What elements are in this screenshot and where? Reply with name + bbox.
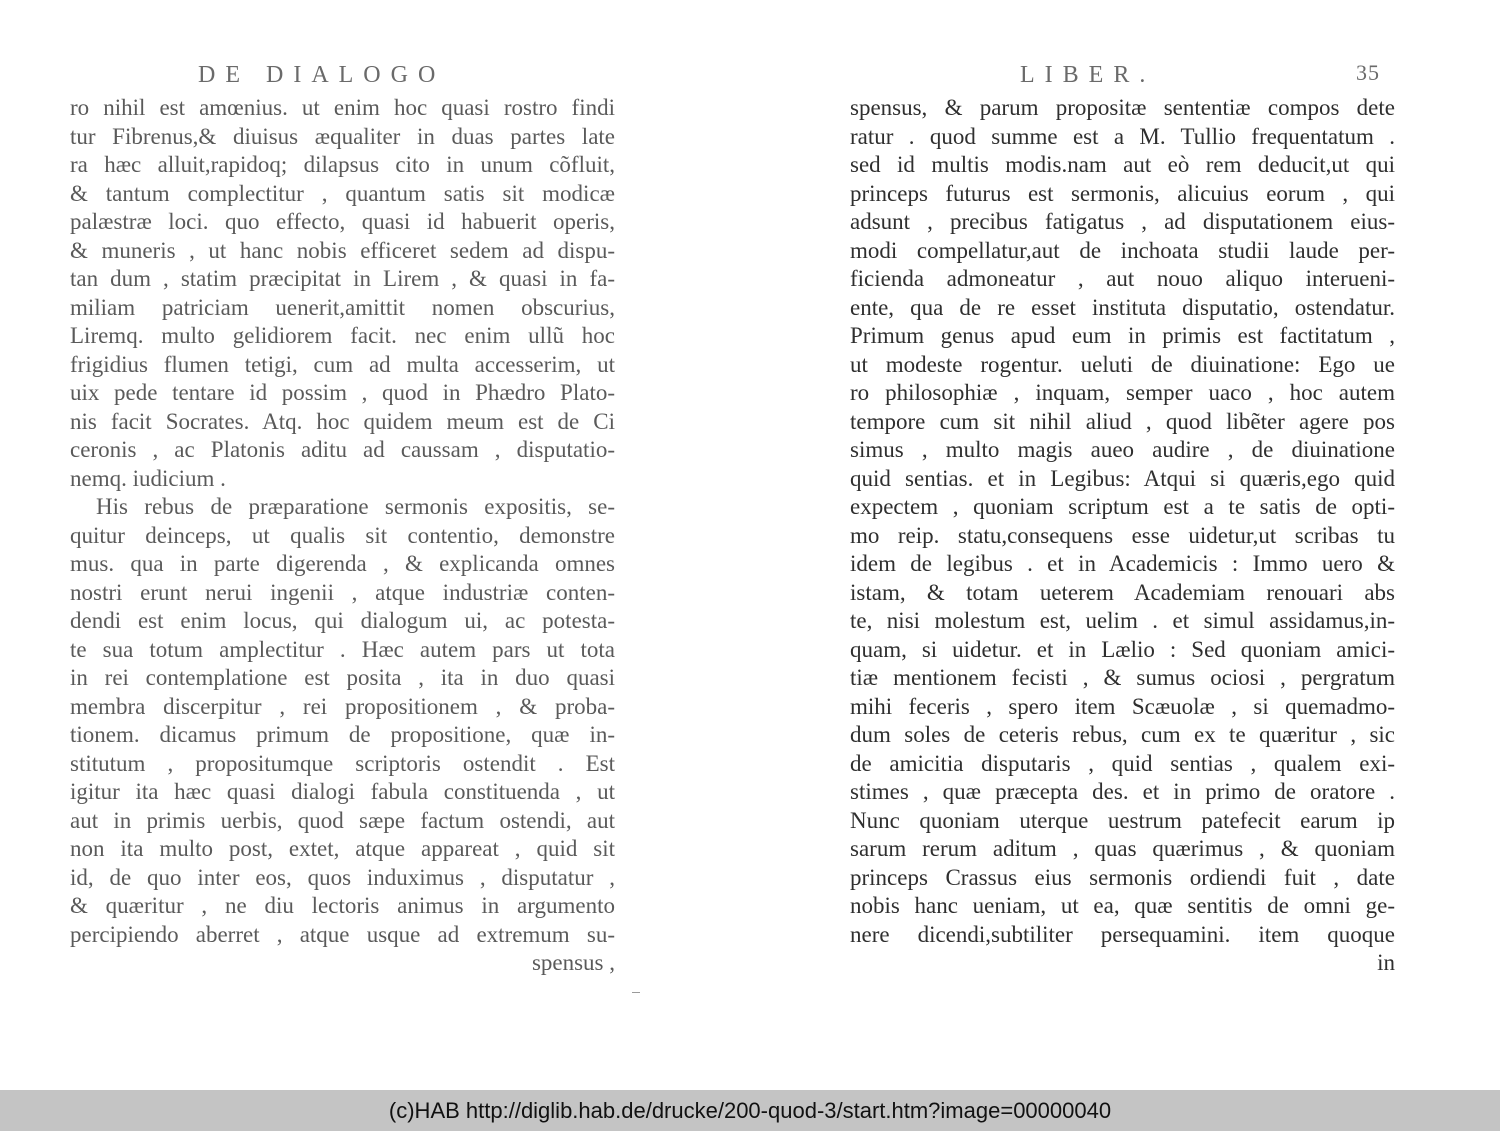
text-line: ra hæc alluit,rapidoq; dilapsus cito in unum cõfluit, (70, 152, 615, 177)
text-line: dendi est enim locus, qui dialogum ui, ac potesta- (70, 608, 615, 633)
text-line: nemq. iudicium . (70, 465, 226, 491)
text-line: His rebus de præparatione sermonis expositis, se- (96, 494, 615, 519)
right-page (850, 60, 1410, 978)
print-speck (632, 992, 640, 993)
text-line: ratur . quod summe est a M. Tullio frequentatum . (850, 123, 1395, 149)
text-line: stimes , quæ præcepta des. et in primo de oratore . (850, 779, 1395, 804)
text-line: & quæritur , ne diu lectoris animus in argumento (70, 893, 615, 918)
text-line: ut modeste rogentur. ueluti de diuinatione: Ego ue (850, 351, 1395, 377)
text-line: te sua totum amplectitur . Hæc autem pars ut tota (70, 636, 615, 662)
text-line: Liremq. multo gelidiorem facit. nec enim ullũ hoc (70, 323, 615, 348)
text-line: non ita multo post, extet, atque appareat , quid sit (70, 836, 615, 861)
text-line: princeps futurus est sermonis, alicuius eorum , qui (850, 180, 1395, 206)
text-line: stitutum , propositumque scriptoris ostendit . Est (70, 750, 615, 776)
text-line: quid sentias. et in Legibus: Atqui si quæris,ego quid (850, 465, 1395, 491)
text-line: te, nisi molestum est, uelim . et simul assidamus,in- (850, 608, 1395, 633)
left-page (70, 60, 630, 978)
page-number: 35 (1356, 60, 1380, 85)
text-line: nere dicendi,subtiliter persequamini. item quoque (850, 921, 1395, 947)
text-line: tempore cum sit nihil aliud , quod libẽter agere pos (850, 408, 1395, 434)
right-running-head-title: LIBER. (1020, 62, 1156, 88)
text-line: in (1377, 950, 1395, 975)
text-line: tur Fibrenus,& diuisus æqualiter in duas partes late (70, 123, 615, 149)
copyright-footer (0, 1090, 1500, 1131)
text-line: mo reip. statu,consequens esse uidetur,ut scribas tu (850, 522, 1395, 548)
left-running-head (70, 60, 630, 94)
text-line: istam, & totam ueterem Academiam renouari abs (850, 579, 1395, 605)
text-line: de amicitia disputaris , quid sentias , qualem exi- (850, 750, 1395, 776)
text-line: mihi feceris , spero item Scæuolæ , si quemadmo- (850, 693, 1395, 719)
text-line: ro nihil est amœnius. ut enim hoc quasi rostro findi (70, 95, 615, 120)
text-line: miliam patriciam uenerit,amittit nomen obscurius, (70, 294, 615, 320)
text-line: & tantum complectitur , quantum satis sit modicæ (70, 180, 615, 206)
text-line: igitur ita hæc quasi dialogi fabula constituenda , ut (70, 779, 615, 804)
text-line: tionem. dicamus primum de propositione, quæ in- (70, 722, 615, 747)
text-line: uix pede tentare id possim , quod in Phædro Plato- (70, 380, 615, 405)
text-line: quam, si uidetur. et in Lælio : Sed quoniam amici- (850, 636, 1395, 662)
text-line: in rei contemplatione est posita , ita in duo quasi (70, 665, 615, 690)
text-line: modi compellatur,aut de inchoata studii laude per- (850, 237, 1395, 263)
text-line: tan dum , statim præcipitat in Lirem , & quasi in fa- (70, 266, 615, 291)
text-line: ficienda admoneatur , aut nouo aliquo interueni- (850, 266, 1395, 291)
text-line: id, de quo inter eos, quos induximus , disputatur , (70, 864, 615, 890)
text-line: simus , multo magis aueo audire , de diuinatione (850, 437, 1395, 462)
text-line: sed id multis modis.nam aut eò rem deducit,ut qui (850, 152, 1395, 177)
text-line: nobis hanc ueniam, ut ea, quæ sentitis de omni ge- (850, 893, 1395, 918)
text-line: & muneris , ut hanc nobis efficeret sedem ad dispu- (70, 237, 615, 263)
text-line: princeps Crassus eius sermonis ordiendi fuit , date (850, 864, 1395, 890)
right-running-head (850, 60, 1410, 94)
left-running-head-title: DE DIALOGO (198, 62, 446, 88)
left-text-block (70, 94, 630, 978)
text-line: adsunt , precibus fatigatus , ad disputationem eius- (850, 209, 1395, 234)
text-line: ceronis , ac Platonis aditu ad caussam , disputatio- (70, 437, 615, 462)
text-line: spensus , (531, 950, 615, 975)
text-line: aut in primis uerbis, quod sæpe factum ostendi, aut (70, 807, 615, 833)
text-line: mus. qua in parte digerenda , & explicanda omnes (70, 551, 615, 576)
text-line: spensus, & parum propositæ sententiæ compos dete (850, 95, 1395, 120)
text-line: expectem , quoniam scriptum est a te satis de opti- (850, 494, 1395, 519)
text-line: dum soles de ceteris rebus, cum ex te quæritur , sic (850, 722, 1395, 747)
text-line: idem de legibus . et in Academicis : Immo uero & (850, 551, 1395, 576)
text-line: Nunc quoniam uterque uestrum patefecit earum ip (850, 807, 1395, 833)
text-line: membra discerpitur , rei propositionem , & proba- (70, 693, 615, 719)
right-text-block (850, 94, 1410, 978)
text-line: percipiendo aberret , atque usque ad extremum su- (70, 921, 615, 947)
text-line: ente, qua de re esset instituta disputatio, ostendatur. (850, 294, 1395, 320)
text-line: ro philosophiæ , inquam, semper uaco , hoc autem (850, 380, 1395, 405)
text-line: nis facit Socrates. Atq. hoc quidem meum est de Ci (70, 408, 615, 434)
text-line: tiæ mentionem fecisti , & sumus ociosi , pergratum (850, 665, 1395, 690)
text-line: quitur deinceps, ut qualis sit contentio, demonstre (70, 522, 615, 548)
text-line: Primum genus apud eum in primis est factitatum , (850, 323, 1395, 348)
text-line: nostri erunt nerui ingenii , atque industriæ conten- (70, 579, 615, 605)
footer-credit-text[interactable]: (c)HAB http://diglib.hab.de/drucke/200-quod-3/start.htm?image=00000040 (388, 1097, 1112, 1123)
text-line: frigidius flumen tetigi, cum ad multa accesserim, ut (70, 351, 615, 377)
text-line: sarum rerum aditum , quas quærimus , & quoniam (850, 836, 1395, 861)
text-line: palæstræ loci. quo effecto, quasi id habuerit operis, (70, 209, 615, 234)
